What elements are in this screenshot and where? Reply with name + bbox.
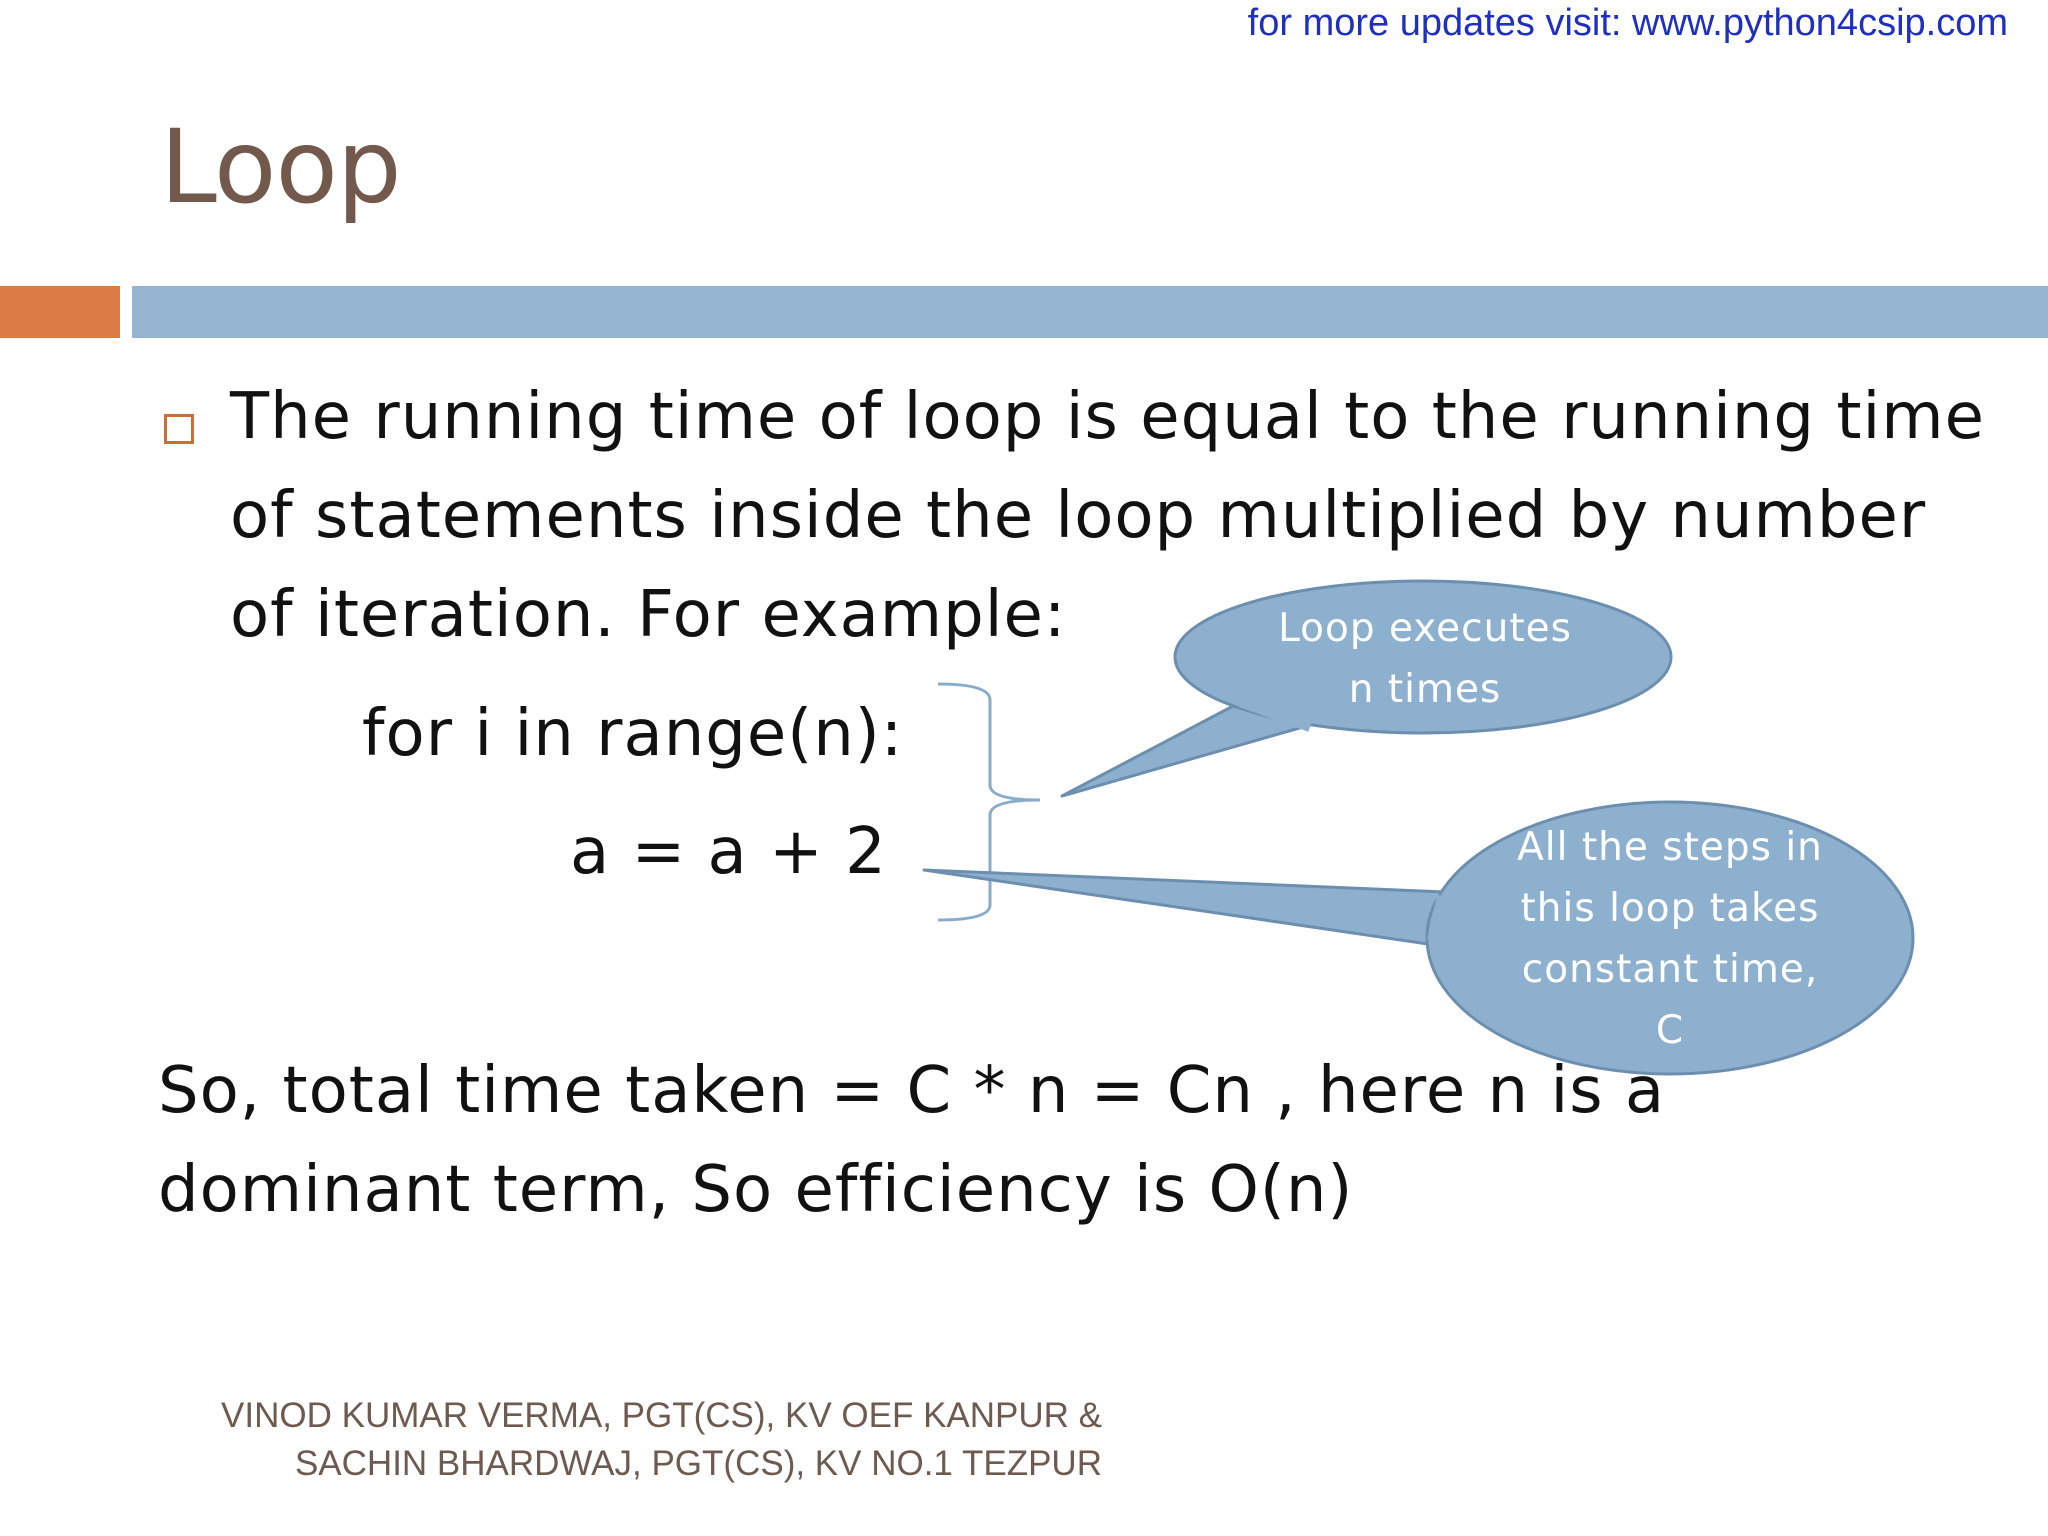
conclusion-line-2: dominant term, So efficiency is O(n) — [158, 1153, 1354, 1227]
callout-steps-line-2: this loop takes — [1520, 886, 1820, 931]
bullet-text-line-1: The running time of loop is equal to the running time — [230, 380, 1985, 454]
callout-loop-line-1: Loop executes — [1278, 606, 1572, 651]
callout-steps-line-3: constant time, — [1521, 947, 1819, 992]
conclusion-line-1: So, total time taken = C * n = Cn , here n is a — [158, 1054, 1666, 1128]
callout-steps-pointer — [924, 870, 1445, 944]
callout-steps-line-1: All the steps in — [1517, 825, 1823, 870]
callout-loop-line-2: n times — [1348, 667, 1502, 712]
bullet-text-line-2: of statements inside the loop multiplied by number — [230, 479, 1927, 553]
callout-steps-line-4: C — [1655, 1008, 1685, 1053]
code-line-for: for i in range(n): — [362, 697, 904, 771]
slide-title: Loop — [160, 108, 401, 227]
bullet-text-line-3: of iteration. For example: — [230, 578, 1067, 652]
code-line-assign: a = a + 2 — [570, 815, 887, 889]
footer-author-line-2: SACHIN BHARDWAJ, PGT(CS), KV NO.1 TEZPUR — [294, 1444, 1102, 1483]
website-link[interactable]: for more updates visit: www.python4csip.com — [1247, 2, 2008, 44]
footer-author-line-1: VINOD KUMAR VERMA, PGT(CS), KV OEF KANPUR & — [221, 1396, 1102, 1435]
